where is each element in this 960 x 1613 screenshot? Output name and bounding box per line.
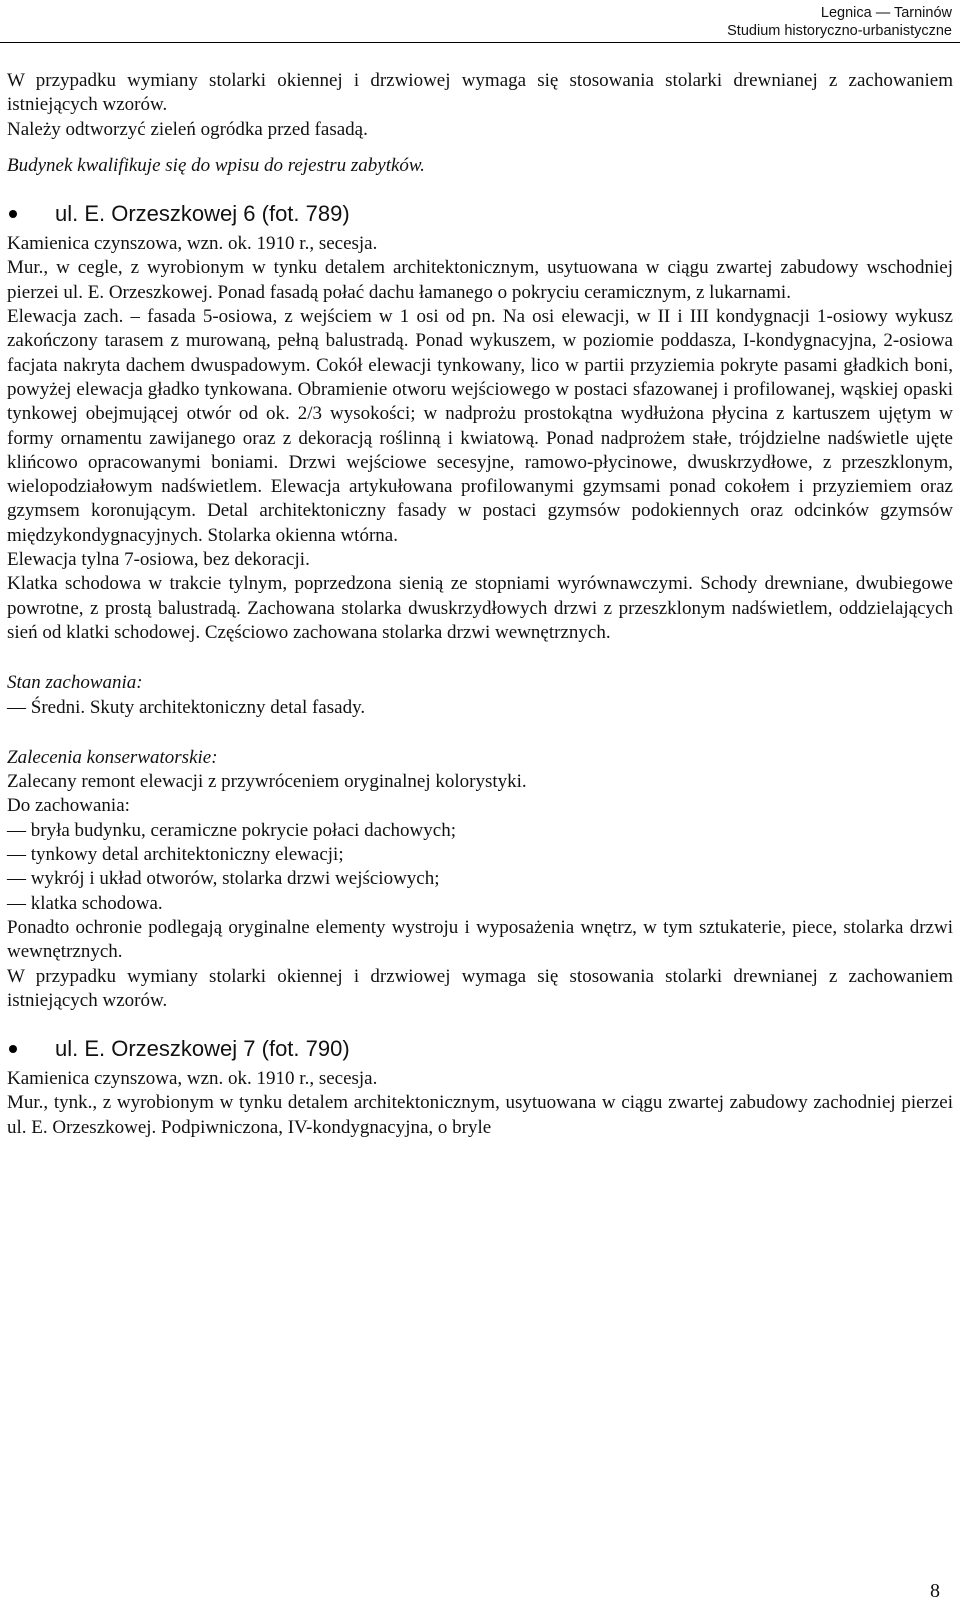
- entry-description: Mur., tynk., z wyrobionym w tynku detalem architektonicznym, usytuowana w ciągu zwartej zabudowy zachodniej pierzei ul. E. Orzeszkowej. Podpiwniczona, IV-kondygnacyjna, o bryle: [7, 1092, 953, 1138]
- preserve-item: — wykrój i układ otworów, stolarka drzwi wejściowych;: [7, 868, 440, 890]
- header-divider: [0, 42, 960, 43]
- entry-type: Kamienica czynszowa, wzn. ok. 1910 r., secesja.: [7, 233, 378, 255]
- preserve-label: Do zachowania:: [7, 795, 130, 817]
- entry-rear-facade: Elewacja tylna 7-osiowa, bez dekoracji.: [7, 549, 310, 571]
- entry-heading-text: ul. E. Orzeszkowej 6 (fot. 789): [55, 201, 350, 227]
- preserve-item: — bryła budynku, ceramiczne pokrycie połaci dachowych;: [7, 819, 456, 841]
- window-replacement-note: W przypadku wymiany stolarki okiennej i drzwiowej wymaga się stosowania stolarki drewnianej z zachowaniem istniejących wzorów.: [7, 965, 953, 1011]
- condition-text: — Średni. Skuty architektoniczny detal fasady.: [7, 696, 366, 718]
- prev-greenery-note: Należy odtworzyć zieleń ogródka przed fasadą.: [7, 118, 368, 140]
- entry-type: Kamienica czynszowa, wzn. ok. 1910 r., secesja.: [7, 1068, 378, 1090]
- entry-heading: [7, 200, 953, 228]
- entry-heading-text: ul. E. Orzeszkowej 7 (fot. 790): [55, 1036, 350, 1062]
- prev-register-note: Budynek kwalifikuje się do wpisu do rejestru zabytków.: [7, 154, 425, 176]
- header-title: Legnica — Tarninów: [820, 5, 952, 21]
- document-body: [7, 69, 953, 1140]
- bullet-icon: [9, 210, 17, 218]
- entry-staircase: Klatka schodowa w trakcie tylnym, poprzedzona sienią ze stopniami wyrównawczymi. Schody drewniane, dwubiegowe powrotne, z prostą balustradą. Zachowana stolarka dwuskrzydłowych drzwi z przeszklonym nadświetlem, oddzielających sień od klatki schodowej. Częściowo zachowana stolarka drzwi wewnętrznych.: [7, 573, 953, 643]
- preserve-item: — klatka schodowa.: [7, 892, 163, 914]
- recommendations-label: Zalecenia konserwatorskie:: [7, 746, 218, 768]
- bullet-icon: [9, 1045, 17, 1053]
- header-subtitle: Studium historyczno-urbanistyczne: [727, 23, 952, 39]
- condition-label: Stan zachowania:: [7, 672, 143, 694]
- entry-facade-description: Elewacja zach. – fasada 5-osiowa, z wejściem w 1 osi od pn. Na osi elewacji, w II i III kondygnacji 1-osiowy wykusz zakończony tarasem z murowaną, pełną balustradą. Ponad wykuszem, w poziomie poddasza, I-kondygnacyjna, 2-osiowa facjata nakryta dachem dwuspadowym. Cokół elewacji tynkowany, lico w partii przyziemia pokryte pasami gładkich boni, powyżej elewacja gładko tynkowana. Obramienie otworu wejściowego w postaci sfazowanej i profilowanej, wąskiej opaski tynkowej obejmującej otwór od ok. 2/3 wysokości; w nadprożu prostokątna wydłużona płycina z kartuszem ujętym w formy ornamentu zawijanego oraz z dekoracją roślinną i kwiatową. Ponad nadprożem stałe, trójdzielne nadświetle ujęte klińcowo opracowanymi boniami. Drzwi wejściowe secesyjne, ramowo-płycinowe, dwuskrzydłowe, z przeszklonym, wielopodziałowym nadświetlem. Elewacja artykułowana profilowanymi gzymsami ponad cokołem i przyziemiem oraz gzymsem koronującym. Detal architektoniczny fasady w postaci gzymsów podokiennych oraz odcinków gzymsów międzykondygnacyjnych. Stolarka okienna wtórna.: [7, 306, 953, 546]
- prev-window-note: W przypadku wymiany stolarki okiennej i drzwiowej wymaga się stosowania stolarki drewnianej z zachowaniem istniejących wzorów.: [7, 70, 953, 116]
- entry-heading: [7, 1035, 953, 1063]
- recommendations-text: Zalecany remont elewacji z przywróceniem oryginalnej kolorystyki.: [7, 771, 527, 793]
- interior-protection-note: Ponadto ochronie podlegają oryginalne elementy wystroju i wyposażenia wnętrz, w tym sztukaterie, piece, stolarka drzwi wewnętrznych.: [7, 916, 953, 963]
- preserve-item: — tynkowy detal architektoniczny elewacji;: [7, 844, 344, 866]
- entry-description: Mur., w cegle, z wyrobionym w tynku detalem architektonicznym, usytuowana w ciągu zwartej zabudowy wschodniej pierzei ul. E. Orzeszkowej. Ponad fasadą połać dachu łamanego o pokryciu ceramicznym, z lukarnami.: [7, 257, 953, 303]
- running-header: [727, 4, 952, 40]
- page-number: 8: [930, 1580, 940, 1602]
